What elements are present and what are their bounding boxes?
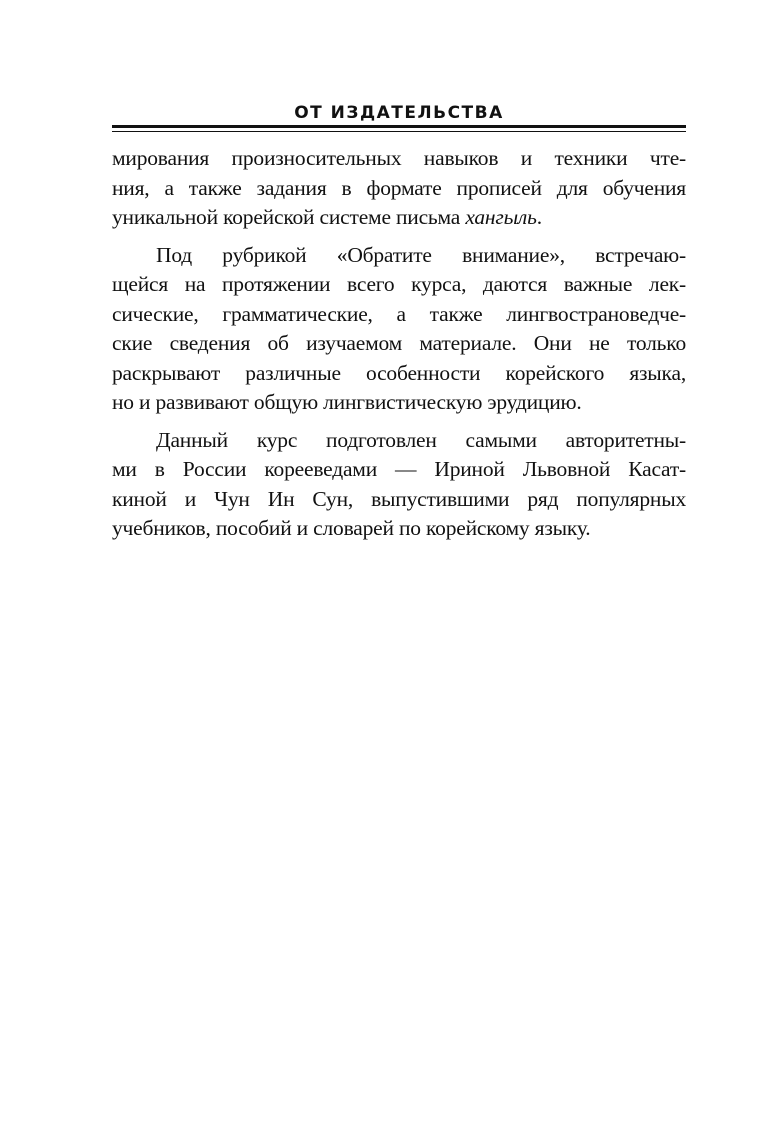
body-text bbox=[112, 144, 686, 544]
paragraph-line: но и развивают общую лингвистическую эрудицию. bbox=[112, 390, 582, 414]
paragraph-2 bbox=[112, 241, 686, 418]
paragraph-line: сические, грамматические, а также лингвострановедче- bbox=[112, 301, 686, 326]
line-text: уникальной корейской системе письма bbox=[112, 205, 466, 229]
italic-term: хангыль bbox=[465, 205, 537, 229]
paragraph-line: щейся на протяжении всего курса, даются важные лек- bbox=[112, 272, 686, 296]
paragraph-line: учебников, пособий и словарей по корейскому языку. bbox=[112, 516, 591, 540]
paragraph-3 bbox=[112, 426, 686, 544]
paragraph-line: Под рубрикой «Обратите внимание», встречаю- bbox=[156, 242, 686, 267]
paragraph-gap bbox=[112, 418, 686, 426]
paragraph-line: ния, а также задания в формате прописей для обучения bbox=[112, 175, 686, 200]
paragraph-line: ские сведения об изучаемом материале. Они не только bbox=[112, 331, 686, 355]
paragraph-line: киной и Чун Ин Сун, выпустившими ряд популярных bbox=[112, 486, 686, 511]
paragraph-gap bbox=[112, 233, 686, 241]
paragraph-line: ми в России корееведами — Ириной Львовной Касат- bbox=[112, 457, 686, 481]
paragraph-line: мирования произносительных навыков и техники чте- bbox=[112, 146, 686, 170]
header-rule-thick bbox=[112, 125, 686, 128]
line-end: . bbox=[536, 205, 542, 229]
running-head: ОТ ИЗДАТЕЛЬСТВА bbox=[294, 103, 504, 123]
paragraph-line: Данный курс подготовлен самыми авторитетны- bbox=[156, 427, 686, 452]
paragraph-line bbox=[112, 203, 686, 233]
header-rule-thin bbox=[112, 131, 686, 132]
paragraph-1 bbox=[112, 144, 686, 233]
paragraph-line: раскрывают различные особенности корейского языка, bbox=[112, 360, 686, 385]
